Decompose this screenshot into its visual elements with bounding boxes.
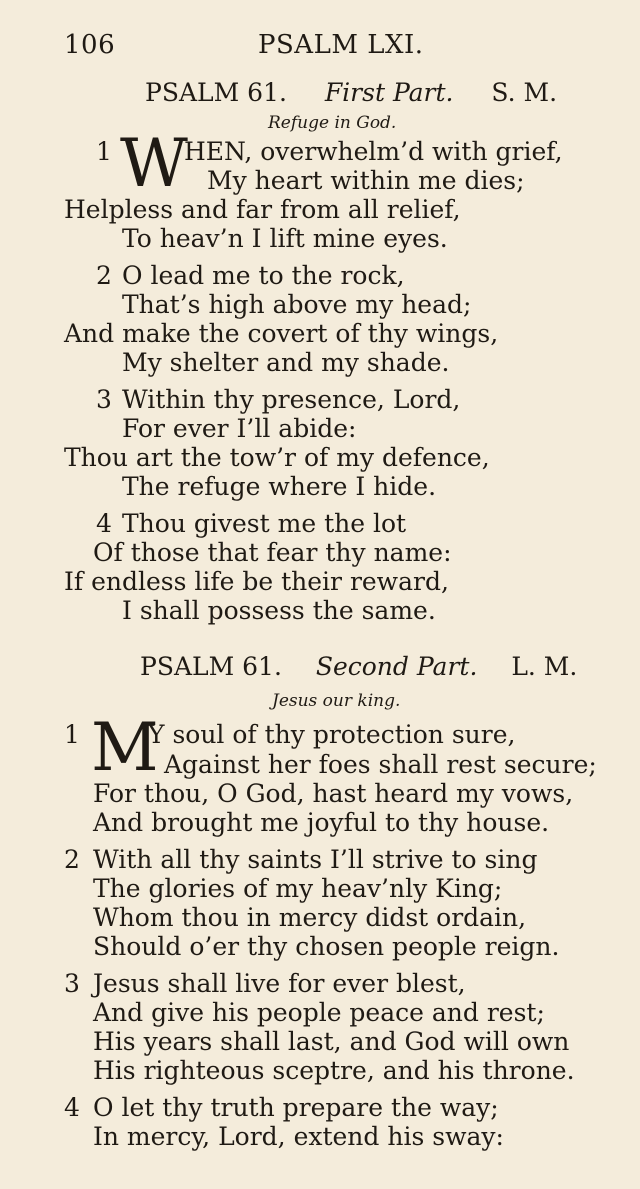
drop-cap-letter: M xyxy=(91,709,159,786)
verse-line: The glories of my heav’nly King; xyxy=(93,874,503,903)
psalm-heading-first xyxy=(145,78,557,107)
verse-line: And brought me joyful to thy house. xyxy=(93,808,550,837)
verse-line: Jesus shall live for ever blest, xyxy=(93,969,466,998)
verse-line: O lead me to the rock, xyxy=(122,261,405,290)
verse-line: Whom thou in mercy didst ordain, xyxy=(93,903,527,932)
verse-number: 3 xyxy=(96,385,112,414)
psalm-subtitle-first: Refuge in God. xyxy=(268,113,397,133)
verse-line: In mercy, Lord, extend his sway: xyxy=(93,1122,504,1151)
verse-line: Thou art the tow’r of my defence, xyxy=(64,443,490,472)
verse-line: That’s high above my head; xyxy=(122,290,472,319)
verse-number: 1 xyxy=(96,137,112,166)
psalm-meter: S. M. xyxy=(491,78,558,107)
verse-line: His years shall last, and God will own xyxy=(93,1027,570,1056)
verse-line: Should o’er thy chosen people reign. xyxy=(93,932,560,961)
verse-line: The refuge where I hide. xyxy=(122,472,437,501)
verse-line: HEN, overwhelm’d with grief, xyxy=(184,137,563,166)
verse-line: Against her foes shall rest secure; xyxy=(164,750,597,779)
psalm-meter: L. M. xyxy=(511,652,578,681)
verse-line: And give his people peace and rest; xyxy=(93,998,545,1027)
verse-line: Within thy presence, Lord, xyxy=(122,385,461,414)
drop-cap-letter: W xyxy=(120,125,188,202)
running-title: PSALM LXI. xyxy=(258,30,424,60)
verse-line: Helpless and far from all relief, xyxy=(64,195,461,224)
verse-line: With all thy saints I’ll strive to sing xyxy=(93,845,538,874)
verse-number: 4 xyxy=(64,1093,80,1122)
page-number: 106 xyxy=(64,30,116,60)
verse-line: For ever I’ll abide: xyxy=(122,414,357,443)
verse-number: 2 xyxy=(64,845,80,874)
psalm-label: PSALM 61. xyxy=(145,78,287,107)
verse-line: Of those that fear thy name: xyxy=(93,538,452,567)
verse-number: 4 xyxy=(96,509,112,538)
verse-number: 3 xyxy=(64,969,80,998)
verse-line: I shall possess the same. xyxy=(122,596,436,625)
verse-line: To heav’n I lift mine eyes. xyxy=(122,224,448,253)
verse-line: His righteous sceptre, and his throne. xyxy=(93,1056,575,1085)
verse-line: And make the covert of thy wings, xyxy=(64,319,499,348)
verse-line: For thou, O God, hast heard my vows, xyxy=(93,779,574,808)
verse-line: My heart within me dies; xyxy=(207,166,525,195)
verse-line: Y soul of thy protection sure, xyxy=(148,720,516,749)
verse-line: Thou givest me the lot xyxy=(122,509,407,538)
psalm-subtitle-second: Jesus our king. xyxy=(272,691,401,711)
psalm-part: Second Part. xyxy=(315,652,478,681)
psalm-part: First Part. xyxy=(324,78,454,107)
verse-number: 2 xyxy=(96,261,112,290)
verse-line: My shelter and my shade. xyxy=(122,348,450,377)
verse-line: O let thy truth prepare the way; xyxy=(93,1093,499,1122)
verse-number: 1 xyxy=(64,720,80,749)
psalm-label: PSALM 61. xyxy=(140,652,282,681)
verse-line: If endless life be their reward, xyxy=(64,567,449,596)
psalm-heading-second xyxy=(140,652,577,681)
